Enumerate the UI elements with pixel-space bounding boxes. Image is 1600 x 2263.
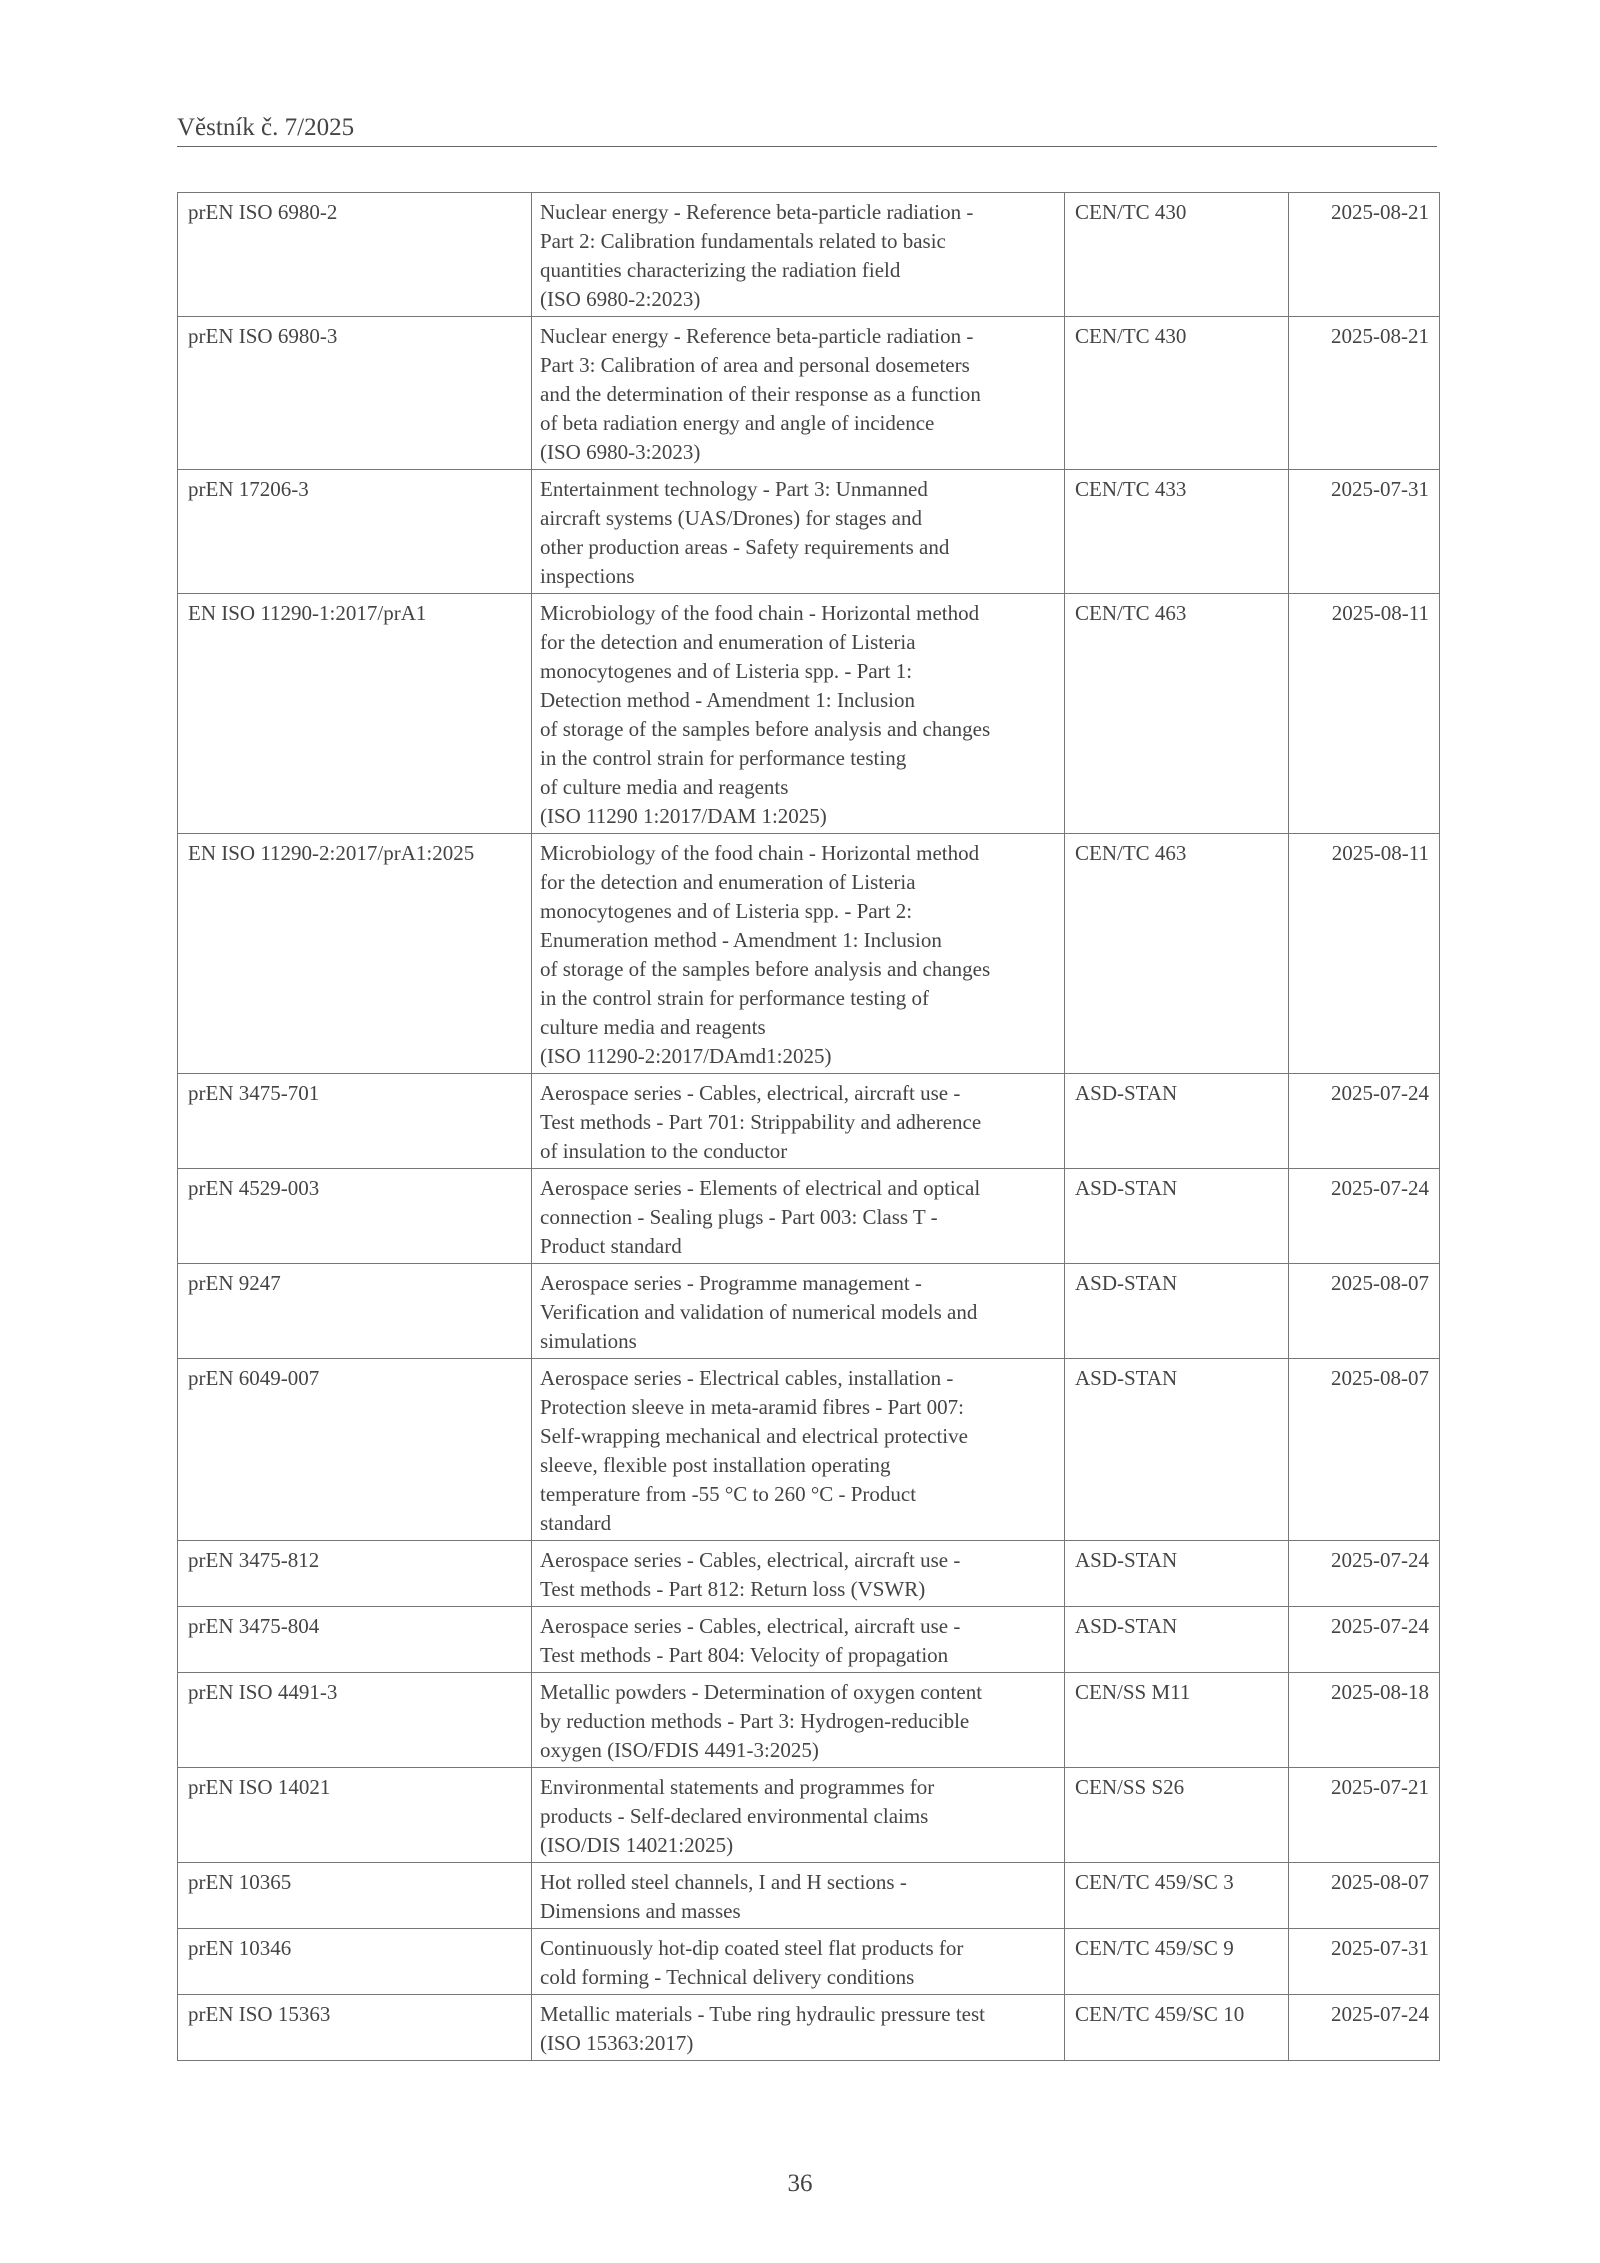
table-row: [178, 1607, 1440, 1673]
table-row: [178, 1929, 1440, 1995]
standard-title: Nuclear energy - Reference beta-particle radiation - Part 3: Calibration of area and personal dosemeters and the determination of their response as a function of beta radiation energy and angle of incidence (ISO 6980-3:2023): [532, 317, 1065, 470]
table-row: [178, 1359, 1440, 1541]
table-row: [178, 1264, 1440, 1359]
standard-code: prEN 3475-701: [178, 1074, 532, 1169]
technical-committee: ASD-STAN: [1065, 1169, 1289, 1264]
deadline-date: 2025-08-18: [1289, 1673, 1440, 1768]
standard-code: prEN 3475-812: [178, 1541, 532, 1607]
table-row: [178, 1673, 1440, 1768]
technical-committee: CEN/SS M11: [1065, 1673, 1289, 1768]
standard-code: EN ISO 11290-2:2017/prA1:2025: [178, 834, 532, 1074]
header-title: Věstník č. 7/2025: [177, 114, 355, 141]
technical-committee: CEN/TC 459/SC 10: [1065, 1995, 1289, 2061]
technical-committee: ASD-STAN: [1065, 1541, 1289, 1607]
standard-code: prEN 6049-007: [178, 1359, 532, 1541]
deadline-date: 2025-08-07: [1289, 1863, 1440, 1929]
deadline-date: 2025-07-24: [1289, 1995, 1440, 2061]
deadline-date: 2025-07-31: [1289, 470, 1440, 594]
table-row: [178, 594, 1440, 834]
standard-code: prEN 3475-804: [178, 1607, 532, 1673]
deadline-date: 2025-07-24: [1289, 1169, 1440, 1264]
standard-title: Aerospace series - Cables, electrical, aircraft use - Test methods - Part 812: Return loss (VSWR): [532, 1541, 1065, 1607]
standard-title: Metallic powders - Determination of oxygen content by reduction methods - Part 3: Hydrogen-reducible oxygen (ISO/FDIS 4491-3:2025): [532, 1673, 1065, 1768]
standard-title: Microbiology of the food chain - Horizontal method for the detection and enumeration of Listeria monocytogenes and of Listeria spp. - Part 1: Detection method - Amendment 1: Inclusion of storage of the samples before analysis and changes in the control strain for performance testing of culture media and reagents (ISO 11290 1:2017/DAM 1:2025): [532, 594, 1065, 834]
standard-code: prEN ISO 6980-3: [178, 317, 532, 470]
standard-code: prEN 10346: [178, 1929, 532, 1995]
standard-code: prEN ISO 14021: [178, 1768, 532, 1863]
page-header: [177, 112, 1437, 147]
standards-table: [177, 192, 1440, 2061]
table-row: [178, 1074, 1440, 1169]
technical-committee: ASD-STAN: [1065, 1074, 1289, 1169]
standard-title: Aerospace series - Elements of electrical and optical connection - Sealing plugs - Part 003: Class T - Product standard: [532, 1169, 1065, 1264]
standard-title: Microbiology of the food chain - Horizontal method for the detection and enumeration of Listeria monocytogenes and of Listeria spp. - Part 2: Enumeration method - Amendment 1: Inclusion of storage of the samples before analysis and changes in the control strain for performance testing of culture media and reagents (ISO 11290-2:2017/DAmd1:2025): [532, 834, 1065, 1074]
deadline-date: 2025-08-07: [1289, 1359, 1440, 1541]
standard-title: Environmental statements and programmes for products - Self-declared environmental claims (ISO/DIS 14021:2025): [532, 1768, 1065, 1863]
deadline-date: 2025-08-21: [1289, 317, 1440, 470]
technical-committee: ASD-STAN: [1065, 1264, 1289, 1359]
page-number: 36: [787, 2170, 813, 2197]
standard-code: prEN 10365: [178, 1863, 532, 1929]
technical-committee: CEN/TC 463: [1065, 834, 1289, 1074]
standard-code: EN ISO 11290-1:2017/prA1: [178, 594, 532, 834]
deadline-date: 2025-07-24: [1289, 1607, 1440, 1673]
deadline-date: 2025-07-21: [1289, 1768, 1440, 1863]
technical-committee: CEN/TC 430: [1065, 317, 1289, 470]
deadline-date: 2025-08-21: [1289, 193, 1440, 317]
table-row: [178, 1995, 1440, 2061]
table-row: [178, 834, 1440, 1074]
technical-committee: CEN/TC 459/SC 3: [1065, 1863, 1289, 1929]
table-row: [178, 470, 1440, 594]
technical-committee: CEN/SS S26: [1065, 1768, 1289, 1863]
deadline-date: 2025-08-11: [1289, 834, 1440, 1074]
standard-title: Aerospace series - Cables, electrical, aircraft use - Test methods - Part 701: Strippability and adherence of insulation to the conductor: [532, 1074, 1065, 1169]
table-row: [178, 1863, 1440, 1929]
technical-committee: CEN/TC 433: [1065, 470, 1289, 594]
deadline-date: 2025-07-24: [1289, 1541, 1440, 1607]
technical-committee: CEN/TC 463: [1065, 594, 1289, 834]
standard-title: Metallic materials - Tube ring hydraulic pressure test (ISO 15363:2017): [532, 1995, 1065, 2061]
table-row: [178, 1169, 1440, 1264]
technical-committee: CEN/TC 430: [1065, 193, 1289, 317]
technical-committee: ASD-STAN: [1065, 1359, 1289, 1541]
table-row: [178, 1768, 1440, 1863]
standard-title: Aerospace series - Electrical cables, installation - Protection sleeve in meta-aramid fibres - Part 007: Self-wrapping mechanical and electrical protective sleeve, flexible post installation operating temperature from -55 °C to 260 °C - Product standard: [532, 1359, 1065, 1541]
standard-title: Entertainment technology - Part 3: Unmanned aircraft systems (UAS/Drones) for stages and other production areas - Safety requirements and inspections: [532, 470, 1065, 594]
standard-code: prEN 17206-3: [178, 470, 532, 594]
standard-title: Nuclear energy - Reference beta-particle radiation - Part 2: Calibration fundamentals related to basic quantities characterizing the radiation field (ISO 6980-2:2023): [532, 193, 1065, 317]
table-row: [178, 193, 1440, 317]
deadline-date: 2025-08-11: [1289, 594, 1440, 834]
deadline-date: 2025-07-31: [1289, 1929, 1440, 1995]
deadline-date: 2025-07-24: [1289, 1074, 1440, 1169]
technical-committee: ASD-STAN: [1065, 1607, 1289, 1673]
standard-code: prEN 9247: [178, 1264, 532, 1359]
standard-code: prEN ISO 4491-3: [178, 1673, 532, 1768]
standard-code: prEN ISO 15363: [178, 1995, 532, 2061]
standard-title: Aerospace series - Cables, electrical, aircraft use - Test methods - Part 804: Velocity of propagation: [532, 1607, 1065, 1673]
standard-title: Aerospace series - Programme management - Verification and validation of numerical models and simulations: [532, 1264, 1065, 1359]
standard-code: prEN ISO 6980-2: [178, 193, 532, 317]
standard-title: Hot rolled steel channels, I and H sections - Dimensions and masses: [532, 1863, 1065, 1929]
table-row: [178, 1541, 1440, 1607]
technical-committee: CEN/TC 459/SC 9: [1065, 1929, 1289, 1995]
deadline-date: 2025-08-07: [1289, 1264, 1440, 1359]
standard-title: Continuously hot-dip coated steel flat products for cold forming - Technical delivery conditions: [532, 1929, 1065, 1995]
standard-code: prEN 4529-003: [178, 1169, 532, 1264]
table-row: [178, 317, 1440, 470]
